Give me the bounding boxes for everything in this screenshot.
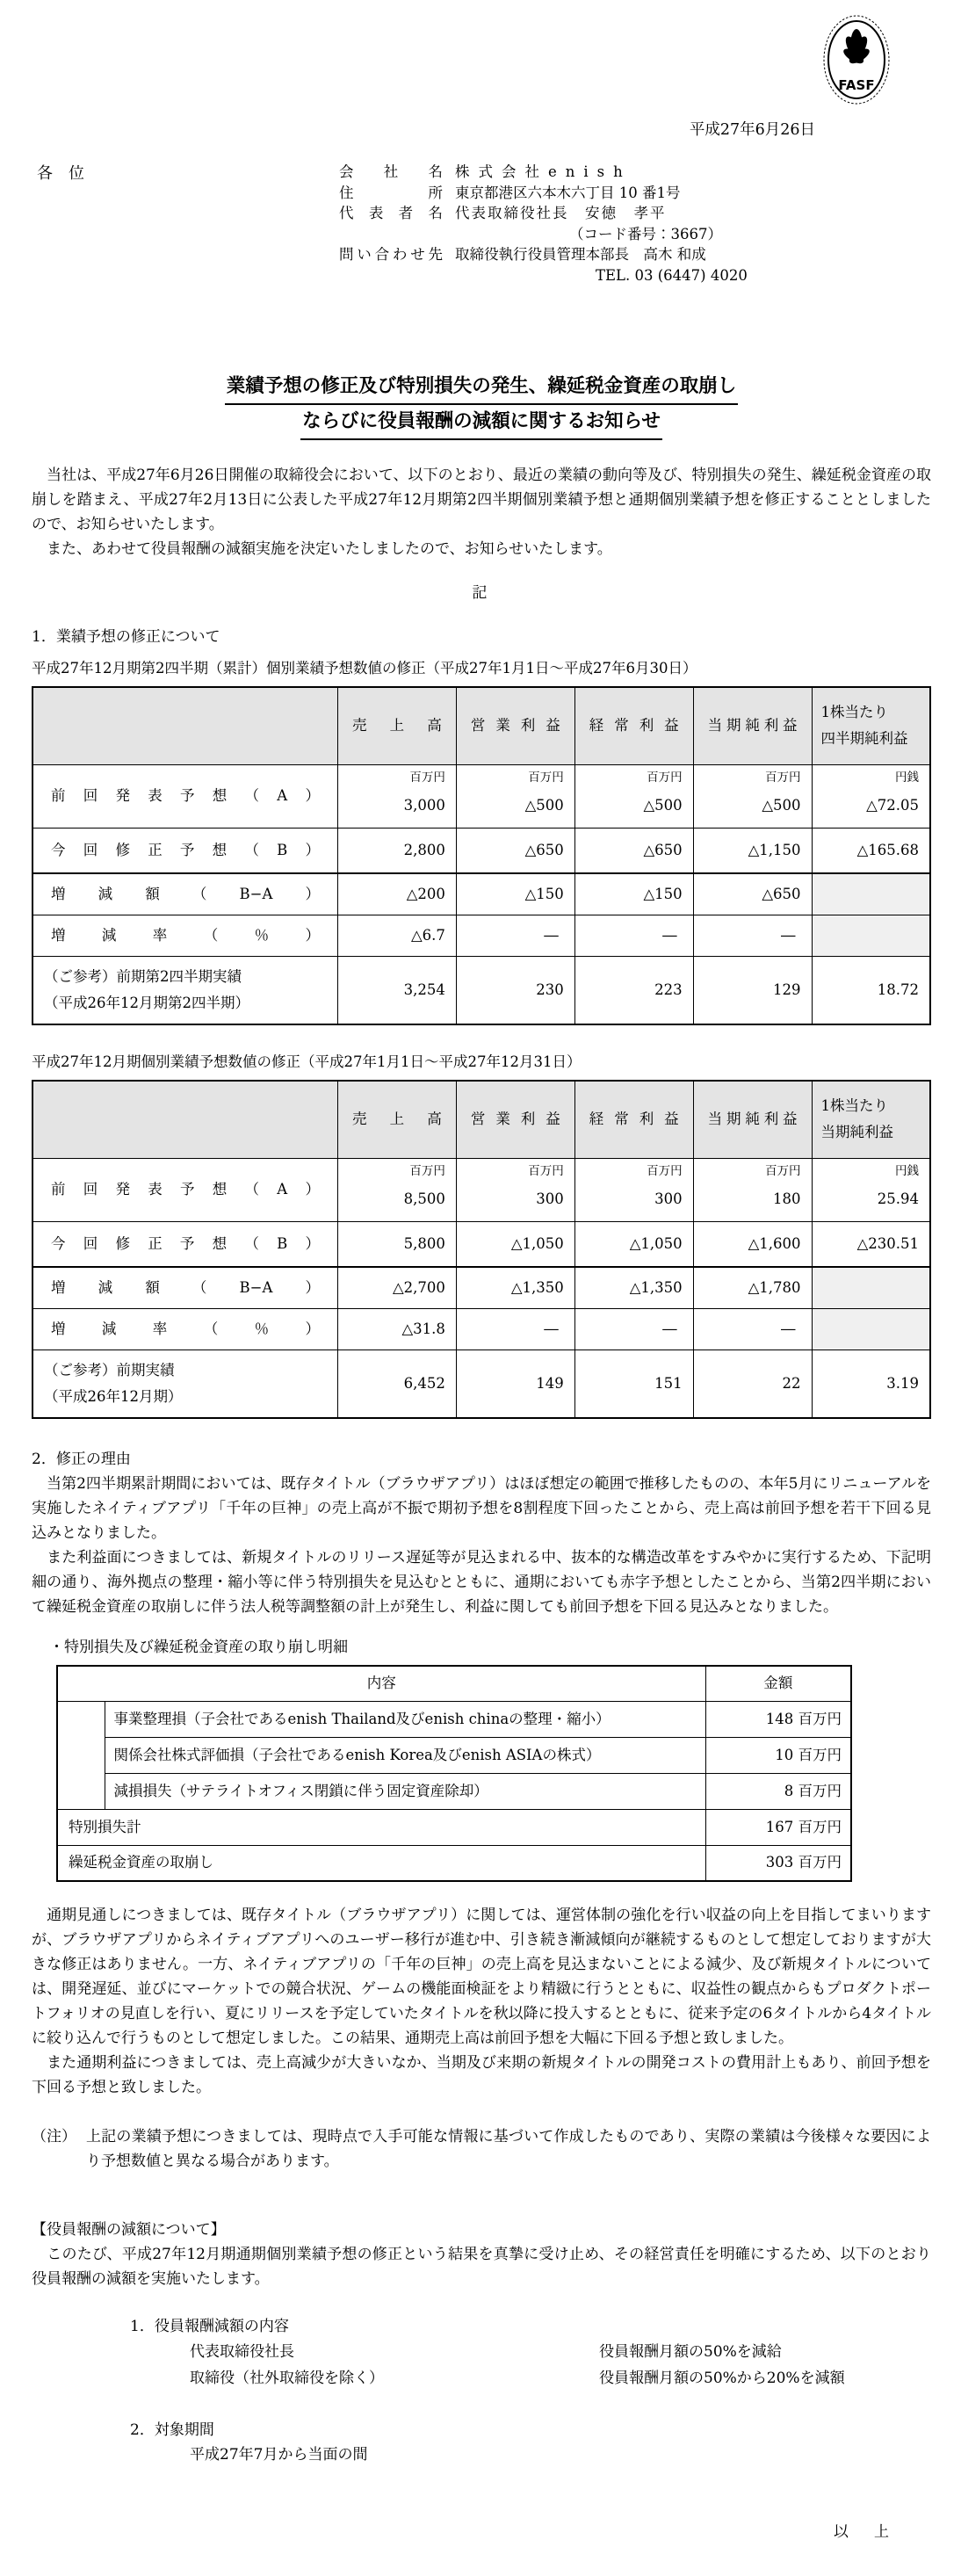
- q2-row-change-rate: [33, 915, 930, 956]
- fy-change-operating: △1,350: [456, 1267, 574, 1308]
- fy-revised-eps: △230.51: [812, 1221, 930, 1267]
- loss-reversal-row: [57, 1845, 851, 1881]
- loss-detail-title: ・特別損失及び繰延税金資産の取り崩し明細: [49, 1639, 348, 1656]
- fy-table-caption: 平成27年12月期個別業績予想数値の修正（平成27年1月1日〜平成27年12月31日）: [32, 1053, 582, 1070]
- q2-reference-ordinary: 223: [574, 956, 693, 1024]
- fy-header-row: [33, 1081, 930, 1158]
- q2-change-operating: △150: [456, 873, 574, 915]
- company-representative-value: 代表取締役社長 安徳 孝平: [455, 205, 667, 221]
- exec-role: 代表取締役社長: [190, 2343, 294, 2361]
- company-address-line: [339, 183, 931, 204]
- fy-previous-net: 百万円 180: [693, 1158, 812, 1221]
- fy-previous-operating: 百万円 300: [456, 1158, 574, 1221]
- fy-rate-ordinary: ―: [574, 1308, 693, 1350]
- loss-item-amount: 148 百万円: [705, 1701, 851, 1737]
- q2-previous-sales: 百万円 3,000: [337, 764, 456, 828]
- stock-code: （コード番号：3667）: [569, 225, 722, 242]
- loss-item-row: [57, 1701, 851, 1737]
- company-tel-line: [339, 265, 931, 286]
- section1-heading: 1．業績予想の修正について: [32, 628, 220, 646]
- q2-revised-label: 今回修正予想（B）: [33, 828, 337, 873]
- q2-revised-operating: △650: [456, 828, 574, 873]
- loss-reversal-label: 繰延税金資産の取崩し: [57, 1845, 705, 1881]
- loss-total-amount: 167 百万円: [705, 1809, 851, 1845]
- q2-forecast-table: [32, 686, 931, 1025]
- q2-reference-operating: 230: [456, 956, 574, 1024]
- section3-sub2-heading: 2．対象期間: [130, 2421, 214, 2439]
- q2-table-caption: 平成27年12月期第2四半期（累計）個別業績予想数値の修正（平成27年1月1日〜平成27年6月30日）: [32, 660, 697, 677]
- q2-previous-eps: 円銭 △72.05: [812, 764, 930, 828]
- fy-previous-sales: 百万円 8,500: [337, 1158, 456, 1221]
- loss-item-row: [57, 1773, 851, 1809]
- fy-row-revised: [33, 1221, 930, 1267]
- fy-col-net: 当期純利益: [693, 1081, 812, 1158]
- fy-rate-operating: ―: [456, 1308, 574, 1350]
- q2-previous-ordinary: 百万円 △500: [574, 764, 693, 828]
- loss-item-amount: 8 百万円: [705, 1773, 851, 1809]
- fy-previous-ordinary: 百万円 300: [574, 1158, 693, 1221]
- q2-change-eps-blank: [812, 873, 930, 915]
- fy-col-ordinary: 経常利益: [574, 1081, 693, 1158]
- special-loss-table: [56, 1665, 852, 1882]
- fy-change-ordinary: △1,350: [574, 1267, 693, 1308]
- loss-indent-cell: [57, 1701, 105, 1809]
- fy-revised-label: 今回修正予想（B）: [33, 1221, 337, 1267]
- fy-corner-cell: [33, 1081, 337, 1158]
- contact-label: 問い合わせ先: [339, 246, 443, 263]
- q2-col-eps: 1株当たり 四半期純利益: [812, 687, 930, 764]
- target-period: 平成27年7月から当面の間: [190, 2446, 368, 2464]
- fy-row-previous: [33, 1158, 930, 1221]
- note-block: [32, 2124, 931, 2174]
- telephone: TEL. 03 (6447) 4020: [596, 266, 748, 284]
- q2-row-revised: [33, 828, 930, 873]
- company-contact-line: [339, 244, 931, 265]
- company-name-label: 会社名: [339, 163, 443, 180]
- fy-revised-net: △1,600: [693, 1221, 812, 1267]
- q2-change-sales: △200: [337, 873, 456, 915]
- section3-paragraph-1: このたび、平成27年12月期通期個別業績予想の修正という結果を真摯に受け止め、その経営責任を明確にするため、以下のとおり役員報酬の減額を実施いたします。: [32, 2246, 931, 2288]
- q2-rate-sales: △6.7: [337, 915, 456, 956]
- fy-change-sales: △2,700: [337, 1267, 456, 1308]
- section3-heading: 【役員報酬の減額について】: [32, 2221, 226, 2239]
- address-block: [32, 162, 931, 286]
- ki-marker: 記: [472, 584, 491, 602]
- document-date: 平成27年6月26日: [689, 121, 815, 139]
- q2-rate-net: ―: [693, 915, 812, 956]
- q2-reference-sales: 3,254: [337, 956, 456, 1024]
- fy-rate-eps-blank: [812, 1308, 930, 1350]
- q2-row-reference: [33, 956, 930, 1024]
- q2-rate-label: 増減率（％）: [33, 915, 337, 956]
- q2-revised-ordinary: △650: [574, 828, 693, 873]
- loss-item-row: [57, 1737, 851, 1773]
- exec-role: 取締役（社外取締役を除く）: [190, 2370, 384, 2387]
- q2-col-ordinary: 経常利益: [574, 687, 693, 764]
- loss-header-content: 内容: [57, 1666, 705, 1701]
- fy-revised-operating: △1,050: [456, 1221, 574, 1267]
- section2-paragraph-2: また利益面につきましては、新規タイトルのリリース遅延等が見込まれる中、抜本的な構造改革をすみやかに実行するため、下記明細の通り、海外拠点の整理・縮小等に伴う特別損失を見込むとともに、通期においても赤字予想としたことから、当第2四半期において繰延税金資産の取崩しに伴う法人税等調整額の計上が発生し、利益に関しても前回予想を下回る見込みとなりました。: [32, 1549, 931, 1616]
- fy-reference-net: 22: [693, 1350, 812, 1418]
- loss-item-name: 関係会社株式評価損（子会社であるenish Korea及びenish ASIAの株式）: [105, 1737, 705, 1773]
- company-representative-label: 代表者名: [339, 205, 443, 221]
- q2-previous-operating: 百万円 △500: [456, 764, 574, 828]
- q2-revised-sales: 2,800: [337, 828, 456, 873]
- exec-action: 役員報酬月額の50%を減給: [599, 2343, 782, 2361]
- fy-change-net: △1,780: [693, 1267, 812, 1308]
- fy-change-label: 増減額（B−A）: [33, 1267, 337, 1308]
- loss-item-amount: 10 百万円: [705, 1737, 851, 1773]
- q2-reference-eps: 18.72: [812, 956, 930, 1024]
- loss-total-label: 特別損失計: [57, 1809, 705, 1845]
- fy-reference-ordinary: 151: [574, 1350, 693, 1418]
- fy-revised-ordinary: △1,050: [574, 1221, 693, 1267]
- fy-col-eps: 1株当たり 当期純利益: [812, 1081, 930, 1158]
- loss-item-name: 減損損失（サテライトオフィス閉鎖に伴う固定資産除却）: [105, 1773, 705, 1809]
- document-title: [32, 370, 931, 440]
- fy-reference-eps: 3.19: [812, 1350, 930, 1418]
- fy-row-change: [33, 1267, 930, 1308]
- note-text: 上記の業績予想につきましては、現時点で入手可能な情報に基づいて作成したものであり、実際の業績は今後様々な要因により予想数値と異なる場合があります。: [86, 2128, 931, 2170]
- svg-text:FASF: FASF: [838, 77, 875, 93]
- closing-mark: 以 上: [834, 2523, 894, 2541]
- company-name-value: 株式会社enish: [455, 163, 632, 180]
- contact-value: 取締役執行役員管理本部長 高木 和成: [455, 246, 706, 263]
- exec-action: 役員報酬月額の50%から20%を減額: [599, 2370, 845, 2387]
- q2-change-net: △650: [693, 873, 812, 915]
- q2-rate-ordinary: ―: [574, 915, 693, 956]
- fy-col-sales: 売上高: [337, 1081, 456, 1158]
- q2-header-row: [33, 687, 930, 764]
- q2-previous-net: 百万円 △500: [693, 764, 812, 828]
- intro-paragraph-1: 当社は、平成27年6月26日開催の取締役会において、以下のとおり、最近の業績の動向等及び、特別損失の発生、繰延税金資産の取崩しを踏まえ、平成27年2月13日に公表した平成27年12月期第2四半期個別業績予想と通期個別業績予想を修正することとしましたので、お知らせいたします。: [32, 467, 931, 533]
- title-line-2: ならびに役員報酬の減額に関するお知らせ: [300, 405, 662, 440]
- company-address-label: 住所: [339, 184, 443, 201]
- fy-change-eps-blank: [812, 1267, 930, 1308]
- section2-paragraph-1: 当第2四半期累計期間においては、既存タイトル（ブラウザアプリ）はほぼ想定の範囲で推移したものの、本年5月にリニューアルを実施したネイティブアプリ「千年の巨神」の売上高が不振で期初予想を8割程度下回ったことから、売上高は前回予想を若干下回る見込みとなりました。: [32, 1475, 931, 1542]
- section2-paragraph-3: 通期見通しにつきましては、既存タイトル（ブラウザアプリ）に関しては、運営体制の強化を行い収益の向上を目指してまいりますが、ブラウザアプリからネイティブアプリへのユーザー移行が進む中、引き続き漸減傾向が継続するものとして想定しておりますが大きな修正はありません。一方、ネイティブアプリの「千年の巨神」の売上高を見込まないことによる減少、及び新規タイトルについては、開発遅延、並びにマーケットでの競合状況、ゲームの機能面検証をより精緻に行うとともに、収益性の観点からもプロダクトポートフォリオの見直しを行い、夏にリリースを予定していたタイトルを秋以降に投入するとともに、従来予定の6タイトルから4タイトルに絞り込んで行うものとして想定しました。この結果、通期売上高は前回予想を大幅に下回る予想と致しました。: [32, 1907, 931, 2047]
- fy-revised-sales: 5,800: [337, 1221, 456, 1267]
- intro-paragraph-2: また、あわせて役員報酬の減額実施を決定いたしましたので、お知らせいたします。: [32, 540, 612, 558]
- fy-rate-net: ―: [693, 1308, 812, 1350]
- q2-row-previous: [33, 764, 930, 828]
- q2-corner-cell: [33, 687, 337, 764]
- fy-forecast-table: [32, 1080, 931, 1419]
- addressee: 各 位: [37, 164, 84, 183]
- fasf-seal-icon: [822, 14, 891, 105]
- fy-reference-sales: 6,452: [337, 1350, 456, 1418]
- fy-col-operating: 営業利益: [456, 1081, 574, 1158]
- fy-reference-operating: 149: [456, 1350, 574, 1418]
- fy-rate-sales: △31.8: [337, 1308, 456, 1350]
- loss-header-amount: 金額: [705, 1666, 851, 1701]
- loss-header-row: [57, 1666, 851, 1701]
- fy-rate-label: 増減率（％）: [33, 1308, 337, 1350]
- note-label: （注）: [32, 2128, 76, 2145]
- q2-change-ordinary: △150: [574, 873, 693, 915]
- company-representative-line: [339, 203, 931, 224]
- q2-reference-net: 129: [693, 956, 812, 1024]
- q2-col-operating: 営業利益: [456, 687, 574, 764]
- q2-row-change: [33, 873, 930, 915]
- fy-previous-label: 前回発表予想（A）: [33, 1158, 337, 1221]
- q2-revised-eps: △165.68: [812, 828, 930, 873]
- company-address-value: 東京都港区六本木六丁目 10 番1号: [455, 184, 681, 201]
- q2-revised-net: △1,150: [693, 828, 812, 873]
- exec-compensation-row: [190, 2365, 931, 2391]
- fy-previous-eps: 円銭 25.94: [812, 1158, 930, 1221]
- section2-heading: 2．修正の理由: [32, 1451, 131, 1468]
- fy-row-reference: [33, 1350, 930, 1418]
- q2-rate-operating: ―: [456, 915, 574, 956]
- loss-total-row: [57, 1809, 851, 1845]
- fy-reference-label: （ご参考）前期実績 （平成26年12月期）: [33, 1350, 337, 1418]
- q2-reference-label: （ご参考）前期第2四半期実績 （平成26年12月期第2四半期）: [33, 956, 337, 1024]
- q2-col-net: 当期純利益: [693, 687, 812, 764]
- company-code-line: [339, 224, 931, 245]
- title-line-1: 業績予想の修正及び特別損失の発生、繰延税金資産の取崩し: [225, 370, 739, 405]
- exec-compensation-row: [190, 2339, 931, 2365]
- loss-reversal-amount: 303 百万円: [705, 1845, 851, 1881]
- fy-row-change-rate: [33, 1308, 930, 1350]
- q2-change-label: 増減額（B−A）: [33, 873, 337, 915]
- company-info: [339, 162, 931, 286]
- loss-item-name: 事業整理損（子会社であるenish Thailand及びenish chinaの整理・縮小）: [105, 1701, 705, 1737]
- q2-col-sales: 売上高: [337, 687, 456, 764]
- q2-rate-eps-blank: [812, 915, 930, 956]
- section3-sub1-heading: 1．役員報酬減額の内容: [130, 2318, 289, 2335]
- q2-previous-label: 前回発表予想（A）: [33, 764, 337, 828]
- logo-row: [32, 14, 931, 105]
- section2-paragraph-4: また通期利益につきましては、売上高減少が大きいなか、当期及び来期の新規タイトルの開発コストの費用計上もあり、前回予想を下回る予想と致しました。: [32, 2054, 931, 2096]
- company-name-line: [339, 162, 931, 183]
